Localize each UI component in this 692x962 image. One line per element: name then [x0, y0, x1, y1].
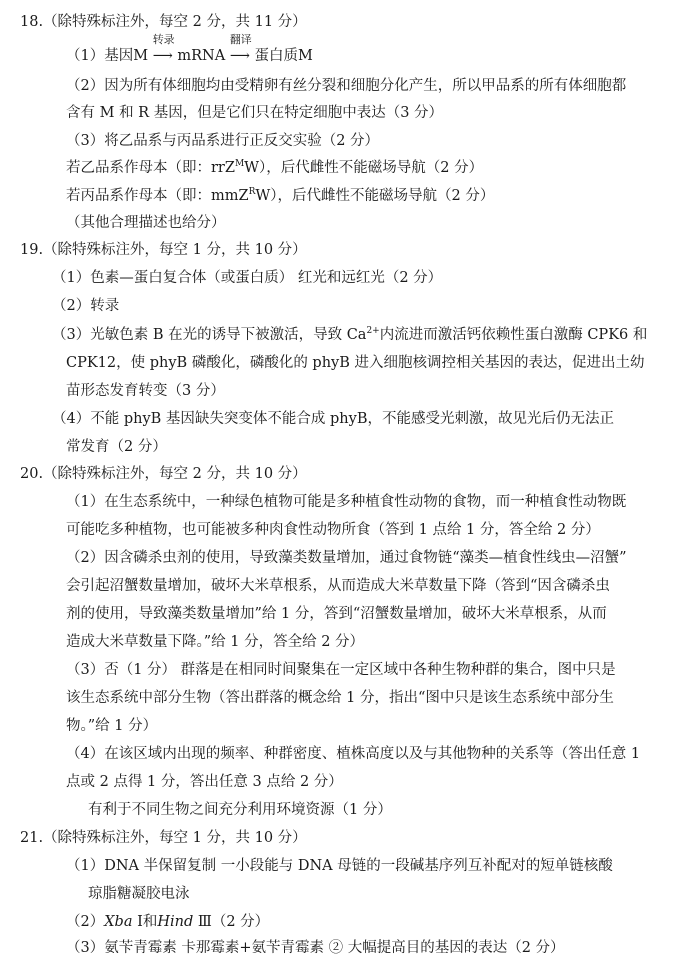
q20-part2-line2: 会引起沼蟹数量增加，破坏大米草根系，从而造成大米草数量下降（答到“因含磷杀虫: [66, 578, 610, 594]
q18-part3-line1: （3）将乙品系与丙品系进行正反交实验（2 分）: [66, 133, 380, 149]
q20-part2-line3: 剂的使用，导致藻类数量增加”给 1 分，答到“沼蟹数量增加，破坏大米草根系，从而: [66, 606, 607, 622]
q19-part3-line1: [52, 325, 647, 345]
q20-part4-line3: 有利于不同生物之间充分利用环境资源（1 分）: [88, 802, 392, 818]
q18-part3-line2-sup: M: [234, 159, 245, 170]
q21-part3: （3）氨苄青霉素 卡那霉素+氨苄青霉素 ② 大幅提高目的基因的表达（2 分）: [66, 940, 565, 956]
q19-part3-line1-a: （3）光敏色素 B 在光的诱导下被激活，导致 Ca: [52, 327, 367, 343]
q21-heading: 21.（除特殊标注外，每空 1 分，共 10 分）: [20, 830, 307, 846]
q20-part1-line1: （1）在生态系统中，一种绿色植物可能是多种植食性动物的食物，而一种植食性动物既: [66, 494, 627, 510]
q19-part3-line2: CPK12，使 phyB 磷酸化，磷酸化的 phyB 进入细胞核调控相关基因的表达，促进出土幼: [66, 355, 645, 371]
transcription-label: 转录: [152, 33, 175, 46]
q18-part3-line3: [66, 186, 494, 206]
q20-part3-line3: 物。”给 1 分）: [66, 718, 158, 734]
q19-heading: 19.（除特殊标注外，每空 1 分，共 10 分）: [20, 242, 307, 258]
q21-enzyme-hind: Hind: [157, 914, 194, 930]
q21-part2: [66, 912, 269, 932]
q18-protein-m: 蛋白质M: [254, 48, 313, 64]
q20-part3-line2: 该生态系统中部分生物（答出群落的概念给 1 分，指出“图中只是该生态系统中部分生: [66, 690, 614, 706]
q19-part3-line1-b: 内流进而激活钙依赖性蛋白激酶 CPK6 和: [379, 327, 648, 343]
q18-part2-line2: 含有 M 和 R 基因，但是它们只在特定细胞中表达（3 分）: [66, 105, 444, 121]
q18-mrna: mRNA: [177, 48, 226, 64]
translation-label: 翻译: [229, 33, 252, 46]
q20-part4-line2: 点或 2 点得 1 分，答出任意 3 点给 2 分）: [66, 774, 343, 790]
q20-part2-line4: 造成大米草数量下降。”给 1 分，答全给 2 分）: [66, 634, 365, 650]
q19-part4-line2: 常发育（2 分）: [66, 439, 167, 455]
q20-part1-line2: 可能吃多种植物，也可能被多种肉食性动物所食（答到 1 点给 1 分，答全给 2 分）: [66, 522, 600, 538]
q20-part2-line1: （2）因含磷杀虫剂的使用，导致藻类数量增加，通过食物链“藻类—植食性线虫—沼蟹”: [66, 550, 627, 566]
q18-part3-line2-a: 若乙品系作母本（即：rrZ: [66, 160, 235, 176]
q21-part2-mid: Ⅰ和: [132, 914, 158, 930]
translation-arrow: [229, 33, 252, 66]
q20-part4-line1: （4）在该区域内出现的频率、种群密度、植株高度以及与其他物种的关系等（答出任意 1: [66, 746, 641, 762]
q18-part3-note: （其他合理描述也给分）: [66, 215, 226, 231]
q19-part4-line1: （4）不能 phyB 基因缺失突变体不能合成 phyB，不能感受光刺激，故见光后仍无法正: [52, 411, 614, 427]
q18-part3-line3-a: 若丙品系作母本（即：mmZ: [66, 188, 249, 204]
q20-heading: 20.（除特殊标注外，每空 2 分，共 10 分）: [20, 466, 307, 482]
q18-gene-m: （1）基因M: [66, 48, 149, 64]
q19-part3-line1-sup: 2+: [366, 326, 380, 337]
q18-part2-line1: （2）因为所有体细胞均由受精卵有丝分裂和细胞分化产生，所以甲品系的所有体细胞都: [66, 78, 627, 94]
q18-part3-line3-b: W），后代雌性不能磁场导航（2 分）: [255, 188, 495, 204]
q19-part1: （1）色素—蛋白复合体（或蛋白质） 红光和远红光（2 分）: [52, 270, 443, 286]
q21-part1-line1: （1）DNA 半保留复制 一小段能与 DNA 母链的一段碱基序列互补配对的短单链核酸: [66, 858, 613, 874]
right-arrow-icon: ⟶: [152, 48, 173, 64]
q21-part2-suffix: Ⅲ（2 分）: [193, 914, 270, 930]
q21-part2-prefix: （2）: [66, 914, 105, 930]
q19-part2: （2）转录: [52, 298, 120, 314]
q18-heading: 18.（除特殊标注外，每空 2 分，共 11 分）: [20, 14, 307, 30]
q20-part3-line1: （3）否（1 分） 群落是在相同时间聚集在一定区域中各种生物种群的集合，图中只是: [66, 662, 616, 678]
q18-part1: [66, 33, 313, 66]
right-arrow-icon: ⟶: [229, 48, 250, 64]
q19-part3-line3: 苗形态发育转变（3 分）: [66, 383, 225, 399]
q18-part3-line2: [66, 158, 483, 178]
transcription-arrow: [152, 33, 175, 66]
q21-part1-line2: 琼脂糖凝胶电泳: [88, 886, 190, 902]
q21-enzyme-xba: Xba: [104, 914, 133, 930]
q18-part3-line3-sup: R: [248, 187, 256, 198]
q18-part3-line2-b: W），后代雌性不能磁场导航（2 分）: [244, 160, 484, 176]
